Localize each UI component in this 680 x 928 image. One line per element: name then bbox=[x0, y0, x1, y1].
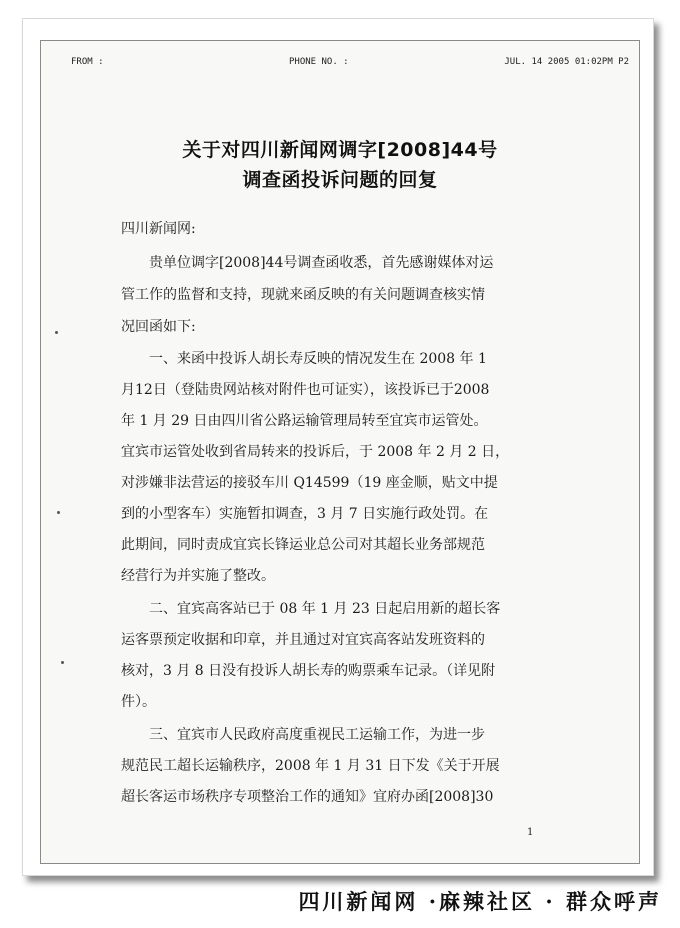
body-line: 月12日（登陆贵网站核对附件也可证实），该投诉已于2008 bbox=[121, 382, 490, 398]
body-line: 核对，3 月 8 日没有投诉人胡长寿的购票乘车记录。（详见附 bbox=[121, 663, 496, 679]
body-line: 宜宾市运管处收到省局转来的投诉后，于 2008 年 2 月 2 日， bbox=[121, 444, 510, 460]
body-line: 况回函如下: bbox=[121, 319, 196, 335]
body-line: 三、宜宾市人民政府高度重视民工运输工作，为进一步 bbox=[149, 727, 485, 743]
fax-from: FROM : bbox=[71, 57, 104, 67]
footer-caption: 四川新闻网 ·麻辣社区 · 群众呼声 bbox=[298, 889, 662, 914]
body-line: 到的小型客车）实施暂扣调查，3 月 7 日实施行政处罚。在 bbox=[121, 506, 489, 522]
scan-speck bbox=[61, 661, 64, 664]
body-line: 对涉嫌非法营运的接驳车川 Q14599（19 座金顺，贴文中提 bbox=[121, 475, 498, 491]
body-line: 二、宜宾高客站已于 08 年 1 月 23 日起启用新的超长客 bbox=[149, 601, 501, 617]
document-title-line-2: 调查函投诉问题的回复 bbox=[242, 169, 438, 191]
salutation: 四川新闻网: bbox=[121, 221, 196, 237]
body-line: 规范民工超长运输秩序，2008 年 1 月 31 日下发《关于开展 bbox=[121, 758, 500, 774]
scan-speck bbox=[57, 511, 60, 514]
body-line: 贵单位调字[2008]44号调查函收悉，首先感谢媒体对运 bbox=[149, 255, 494, 271]
body-line: 一、来函中投诉人胡长寿反映的情况发生在 2008 年 1 bbox=[149, 351, 487, 367]
body-line: 经营行为并实施了整改。 bbox=[121, 568, 275, 584]
body-line: 此期间，同时责成宜宾长锋运业总公司对其超长业务部规范 bbox=[121, 537, 485, 553]
body-line: 管工作的监督和支持，现就来函反映的有关问题调查核实情 bbox=[121, 287, 485, 303]
scan-speck bbox=[55, 331, 58, 334]
body-line: 件）。 bbox=[121, 694, 156, 710]
fax-header bbox=[41, 57, 639, 71]
fax-date: JUL. 14 2005 01:02PM P2 bbox=[504, 57, 629, 67]
page-number: 1 bbox=[527, 827, 534, 838]
body-line: 运客票预定收据和印章，并且通过对宜宾高客站发班资料的 bbox=[121, 632, 485, 648]
fax-phone: PHONE NO. : bbox=[289, 57, 349, 67]
document-title-line-1: 关于对四川新闻网调字[2008]44号 bbox=[182, 139, 498, 161]
body-line: 年 1 月 29 日由四川省公路运输管理局转至宜宾市运管处。 bbox=[121, 413, 488, 429]
body-line: 超长客运市场秩序专项整治工作的通知》宜府办函[2008]30 bbox=[121, 789, 494, 805]
caption-footer bbox=[0, 884, 680, 918]
scanned-fax-page bbox=[40, 40, 640, 864]
